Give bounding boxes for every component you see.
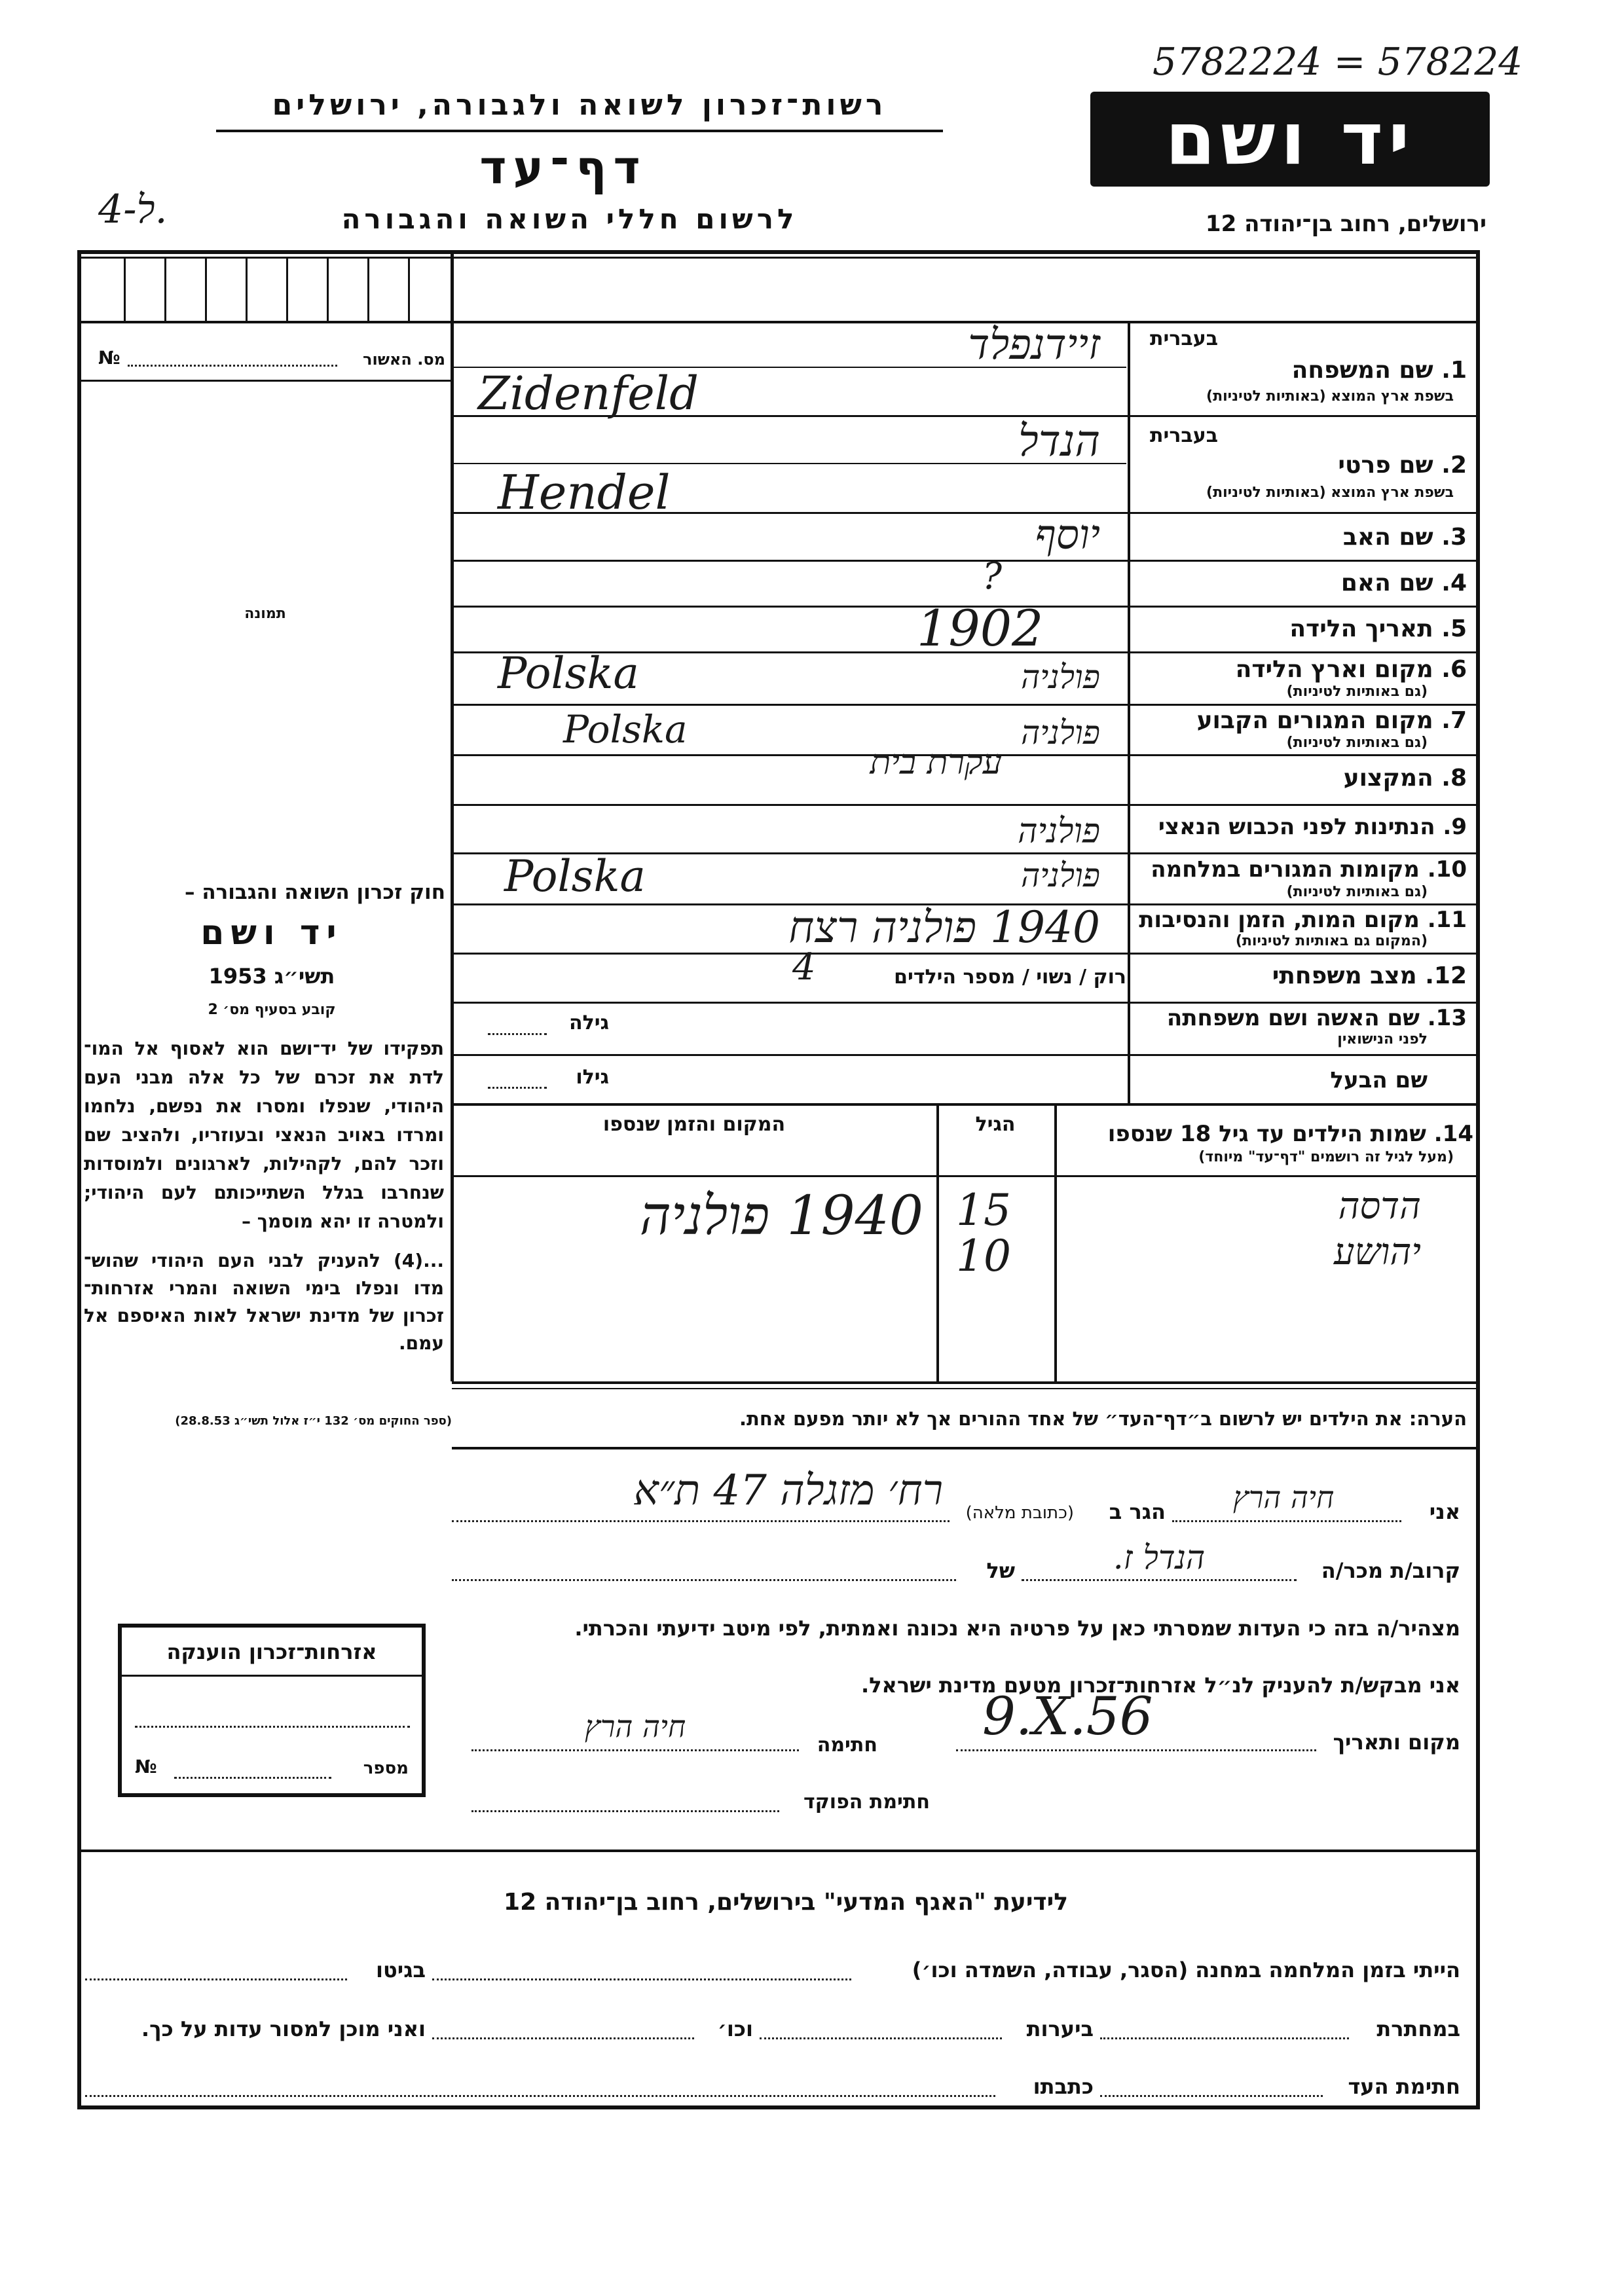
signature-label: חתימה bbox=[817, 1734, 877, 1757]
field-4-label: 4. שם האם bbox=[1340, 570, 1467, 596]
declaration-statement-1: מצהיר/ה בזה כי העדות שמסרתי כאן על פרטיה היא נכונה ואמתית, לפי מיטב ידיעתי והכרתי. bbox=[574, 1616, 1460, 1641]
field-2-sublabel: בשפת ארץ המוצא (באותיות לטיניות) bbox=[1206, 484, 1454, 501]
yad-vashem-address: ירושלים, רחוב בן־יהודה 12 bbox=[1205, 211, 1486, 237]
approval-number-label: מס. האשור bbox=[363, 350, 445, 369]
yad-vashem-logo bbox=[1090, 92, 1490, 187]
citizenship-number-symbol: № bbox=[135, 1756, 157, 1777]
official-signature-label: חתימת הפוקד bbox=[803, 1791, 930, 1813]
footer-underground: במחתרת bbox=[1376, 2016, 1460, 2041]
law-title: חוק זכרון השואה והגבורה – bbox=[185, 881, 445, 904]
field-5-label: 5. תאריך הלידה bbox=[1289, 615, 1467, 642]
field-13-sublabel: לפני הנישואין bbox=[1337, 1031, 1428, 1048]
handwritten-mark: ל-4. bbox=[98, 187, 168, 232]
signature-value: חיה הרץ bbox=[584, 1709, 686, 1744]
children-heading: 14. שמות הילדים עד גיל 18 שנספו bbox=[1107, 1121, 1473, 1147]
field-1-hebrew-tag: בעברית bbox=[1150, 327, 1218, 350]
nationality-value: פולניה bbox=[1018, 812, 1100, 851]
husband-label: שם הבעל bbox=[1330, 1067, 1428, 1093]
relative-value: הנדל ז. bbox=[1113, 1539, 1206, 1576]
of-label: של bbox=[986, 1558, 1015, 1583]
field-3-label: 3. שם האב bbox=[1342, 524, 1467, 551]
declarant-label: אני bbox=[1429, 1499, 1460, 1524]
profession-value: עקרת בית bbox=[870, 743, 1002, 782]
child-1-age: 15 bbox=[956, 1185, 1011, 1235]
children-age-header: הגיל bbox=[975, 1113, 1016, 1136]
date-value: 9.X.56 bbox=[982, 1686, 1153, 1747]
footer-title: לידיעת "האגף המדעי" בירושלים, רחוב בן־יהודה 12 bbox=[504, 1889, 1068, 1916]
field-2-label: 2. שם פרטי bbox=[1338, 452, 1467, 479]
age-her-label: גילה bbox=[569, 1011, 609, 1034]
wartime-residence-hebrew: פולניה bbox=[1020, 856, 1100, 894]
marital-status-options: רוק / נשוי / מספר הילדים bbox=[894, 966, 1126, 989]
footer-ghetto: בגיטו bbox=[376, 1958, 426, 1982]
label-column-divider bbox=[1128, 321, 1130, 1103]
law-clause: קובע בסעיף מס׳ 2 bbox=[208, 1002, 336, 1018]
top-digit-boxes bbox=[85, 259, 449, 321]
footer-camp-line: הייתי בזמן המלחמה במחנה (הסגר, עבודה, השמדה וכו׳) bbox=[912, 1958, 1460, 1982]
approval-number-symbol: № bbox=[98, 347, 120, 369]
children-place-header: המקום והזמן שנספו bbox=[602, 1113, 786, 1136]
form-subtitle: לרשום חללי השואה והגבורה bbox=[341, 203, 798, 235]
handwritten-record-id: 5782224 = 578224 bbox=[1153, 39, 1523, 84]
footer-witness-signature: חתימת העד bbox=[1348, 2074, 1460, 2099]
field-9-label: 9. הנתינות לפני הכבוש הנאצי bbox=[1158, 814, 1467, 840]
children-note: הערה: את הילדים יש לרשום ב״דף־העד״ של אחד ההורים אך לא יותר מפעם אחת. bbox=[739, 1408, 1467, 1430]
citizenship-number-label: מספר bbox=[363, 1758, 409, 1778]
wartime-residence-latin: Polska bbox=[504, 851, 646, 902]
field-13-label: 13. שם האשה ושם משפחתה bbox=[1166, 1005, 1467, 1031]
child-1-place: 1940 פולניה bbox=[639, 1185, 923, 1247]
family-name-latin: Zidenfeld bbox=[478, 367, 699, 420]
residence-hebrew: פולניה bbox=[1020, 714, 1100, 752]
death-place-time-value: 1940 פולניה רצח bbox=[788, 902, 1100, 953]
father-name-value: יוסף bbox=[1035, 511, 1100, 558]
declarant-name-value: חיה הרץ bbox=[1232, 1480, 1335, 1515]
sidebar-divider bbox=[451, 252, 454, 1381]
age-his-label: גילו bbox=[576, 1066, 609, 1089]
citizenship-box-title: אזרחות־זכרון הוענקה bbox=[166, 1639, 377, 1664]
form-title: דף־עד bbox=[479, 141, 647, 194]
citizenship-granted-box bbox=[118, 1624, 426, 1797]
footer-forests: ביערות bbox=[1026, 2016, 1094, 2041]
field-6-label: 6. מקום וארץ הלידה bbox=[1235, 656, 1467, 683]
org-underline bbox=[216, 130, 943, 132]
birth-place-latin: Polska bbox=[498, 648, 639, 699]
field-11-label: 11. מקום המות, הזמן והנסיבות bbox=[1139, 907, 1467, 933]
logo-text: יד ושם bbox=[1165, 97, 1415, 181]
field-1-label: 1. שם המשפחה bbox=[1291, 357, 1467, 384]
photo-label: תמונה bbox=[244, 606, 286, 622]
mother-name-value: ? bbox=[982, 555, 1003, 598]
footer-etc: וכו׳ bbox=[717, 2016, 753, 2041]
field-7-sublabel: (גם באותיות לטיניות) bbox=[1286, 735, 1428, 751]
children-subheading: (מעל לגיל זה רושמים "דף־עד" מיוחד) bbox=[1198, 1149, 1454, 1165]
field-10-sublabel: (גם באותיות לטיניות) bbox=[1286, 884, 1428, 900]
address-value: רח׳ מזגלה 47 ת״א bbox=[633, 1467, 943, 1515]
law-year: תשי״ג 1953 bbox=[208, 964, 335, 989]
place-date-label: מקום ותאריך bbox=[1333, 1730, 1460, 1755]
birth-place-hebrew: פולניה bbox=[1020, 658, 1100, 696]
child-2-age: 10 bbox=[956, 1231, 1011, 1281]
law-name: יד ושם bbox=[200, 913, 343, 953]
child-1-name: הדסה bbox=[1338, 1185, 1421, 1228]
relative-label: קרוב/ת מכר/ה bbox=[1321, 1558, 1460, 1583]
field-8-label: 8. המקצוע bbox=[1343, 765, 1467, 792]
field-6-sublabel: (גם באותיות לטיניות) bbox=[1286, 683, 1428, 700]
residence-latin: Polska bbox=[563, 707, 688, 752]
field-1-sublabel: בשפת ארץ המוצא (באותיות לטיניות) bbox=[1206, 388, 1454, 405]
footer-ready-testify: ואני מוכן למסור עדות על כך. bbox=[141, 2016, 426, 2041]
declaration-statement-2: אני מבקש/ת להעניק לנ״ל אזרחות־זכרון מטעם מדינת ישראל. bbox=[861, 1673, 1460, 1698]
law-text-1: תפקידו של יד־ושם הוא לאסוף אל המו־ לדת את זכרם של כל אלה מבני העם היהודי, שנפלו ומסרו את נפשם, נלחמו ומרדו באויב הנאצי ובעוזריו, ולהציב שם וזכר להם, לקהילות, לארגונים ולמוסדות שנחרבו בגלל השתייכותם לעם היהודי; ולמטרה זו יהא מוסמך – bbox=[84, 1038, 444, 1232]
birth-date-value: 1902 bbox=[917, 599, 1044, 657]
field-2-hebrew-tag: בעברית bbox=[1150, 424, 1218, 447]
law-source: (ספר החוקים מס׳ 132 י״ז אלול תשי״ג 28.8.53) bbox=[175, 1414, 452, 1428]
first-name-latin: Hendel bbox=[498, 465, 671, 520]
resides-label: הגר ב bbox=[1109, 1499, 1166, 1524]
field-10-label: 10. מקומות המגורים במלחמה bbox=[1151, 856, 1467, 883]
full-address-label: (כתובת מלאה) bbox=[965, 1503, 1074, 1523]
footer-address: כתבתו bbox=[1033, 2074, 1094, 2099]
first-name-hebrew: הנדל bbox=[1018, 416, 1100, 466]
organization-name: רשות־זכרון לשואה ולגבורה, ירושלים bbox=[272, 88, 887, 122]
field-7-label: 7. מקום המגורים הקבוע bbox=[1196, 707, 1467, 734]
law-text-2: ...(4) להעניק לבני העם היהודי שהוש־ מדו ונפלו בימי השואה והמרי אזרחות־ זכרון של מדינת ישראל לאות האיספם אל עמם. bbox=[84, 1250, 444, 1354]
family-name-hebrew: זיידנפלד bbox=[968, 321, 1100, 369]
field-12-label: 12. מצב משפחתי bbox=[1272, 962, 1467, 989]
field-11-sublabel: (המקום גם באותיות לטיניות) bbox=[1235, 933, 1428, 949]
child-2-name: יהושע bbox=[1333, 1231, 1421, 1273]
children-count-value: 4 bbox=[792, 946, 816, 989]
